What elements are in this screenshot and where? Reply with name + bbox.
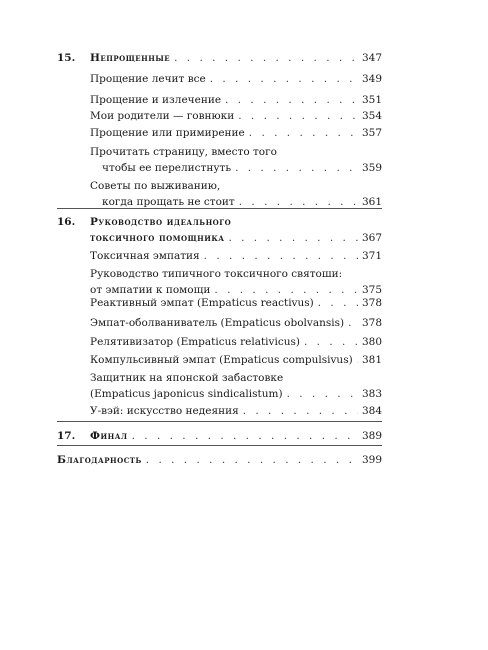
- leader-dots: [228, 230, 358, 246]
- leader-dots: [235, 160, 358, 176]
- entry-title-line2: чтобы ее перелистнуть: [102, 162, 232, 174]
- entry-title-line2: когда прощать не стоит: [102, 196, 235, 208]
- chapter-number: 16.: [57, 216, 76, 228]
- page-number: 371: [361, 250, 382, 262]
- entry-title: Мои родители — говнюки: [90, 110, 235, 122]
- page-number: 361: [361, 196, 382, 208]
- leader-dots: [318, 295, 358, 311]
- entry-title-line1: Советы по выживанию,: [90, 180, 221, 192]
- entry-title: Реактивный эмпат (Empaticus reactivus): [90, 297, 314, 309]
- page-number: 367: [361, 232, 382, 244]
- section-divider: [57, 421, 382, 422]
- toc-entry[interactable]: [90, 178, 382, 210]
- entry-title: Прощение и излечение: [90, 94, 222, 106]
- page-number: 354: [361, 110, 382, 122]
- entry-title-line2: от эмпатии к помощи: [90, 284, 211, 296]
- leader-dots: [210, 71, 358, 87]
- page-number: 380: [361, 336, 382, 348]
- page-number: 378: [361, 317, 382, 329]
- toc-entry[interactable]: [90, 334, 382, 350]
- page-number: 389: [361, 430, 382, 442]
- toc-entry[interactable]: [90, 92, 382, 108]
- leader-dots: [348, 315, 358, 331]
- toc-entry[interactable]: [90, 144, 382, 176]
- toc-chapter-16[interactable]: [57, 214, 382, 246]
- entry-title: Эмпат-оболваниватель (Empaticus obolvansis): [90, 317, 345, 329]
- toc-entry[interactable]: [90, 108, 382, 124]
- page-number: 383: [361, 388, 382, 400]
- toc-entry[interactable]: [90, 248, 382, 264]
- leader-dots: [225, 92, 358, 108]
- leader-dots: [304, 334, 358, 350]
- leader-dots: [174, 50, 358, 66]
- page-number: 357: [361, 127, 382, 139]
- toc-entry[interactable]: [90, 71, 382, 87]
- page-number: 359: [361, 162, 382, 174]
- entry-title-line1: Защитник на японской забастовке: [90, 372, 284, 384]
- leader-dots: [357, 352, 358, 368]
- page-number: 378: [361, 297, 382, 309]
- leader-dots: [146, 452, 358, 468]
- section-divider: [57, 445, 382, 446]
- entry-title-line1: Прочитать страницу, вместо того: [90, 146, 277, 158]
- entry-title-line2: (Empaticus japonicus sindicalistum): [90, 388, 283, 400]
- entry-title: Благодарность: [57, 454, 142, 466]
- page-number: 384: [361, 405, 382, 417]
- entry-title: Прощение лечит все: [90, 73, 206, 85]
- toc-entry[interactable]: [90, 403, 382, 419]
- toc-acknowledgements[interactable]: [57, 452, 382, 468]
- toc-entry[interactable]: [90, 370, 382, 402]
- chapter-title: Финал: [90, 430, 128, 442]
- leader-dots: [238, 108, 358, 124]
- leader-dots: [132, 428, 358, 444]
- toc-chapter-15[interactable]: [57, 50, 382, 66]
- chapter-title-line2: токсичного помощника: [90, 232, 225, 244]
- toc-entry[interactable]: [90, 352, 382, 368]
- entry-title: Релятивизатор (Empaticus relativicus): [90, 336, 300, 348]
- leader-dots: [204, 248, 358, 264]
- chapter-number: 15.: [57, 52, 76, 64]
- page-number: 351: [361, 94, 382, 106]
- page-number: 381: [361, 354, 382, 366]
- leader-dots: [249, 125, 358, 141]
- section-divider: [57, 208, 382, 209]
- chapter-title: Непрощенные: [90, 52, 171, 64]
- chapter-title-line1: Руководство идеального: [90, 216, 232, 228]
- page-number: 349: [361, 73, 382, 85]
- toc-entry[interactable]: [90, 295, 382, 311]
- toc-entry[interactable]: [90, 266, 382, 298]
- toc-chapter-17[interactable]: [57, 428, 382, 444]
- entry-title-line1: Руководство типичного токсичного святоши:: [90, 268, 343, 280]
- page-number: 399: [361, 454, 382, 466]
- chapter-number: 17.: [57, 430, 76, 442]
- entry-title: Прощение или примирение: [90, 127, 245, 139]
- toc-entry[interactable]: [90, 125, 382, 141]
- entry-title: Компульсивный эмпат (Empaticus compulsivus): [90, 354, 353, 366]
- entry-title: У-вэй: искусство недеяния: [90, 405, 239, 417]
- toc-entry[interactable]: [90, 315, 382, 331]
- leader-dots: [287, 386, 358, 402]
- entry-title: Токсичная эмпатия: [90, 250, 200, 262]
- page-number: 347: [361, 52, 382, 64]
- leader-dots: [243, 403, 358, 419]
- page-number: 375: [361, 284, 382, 296]
